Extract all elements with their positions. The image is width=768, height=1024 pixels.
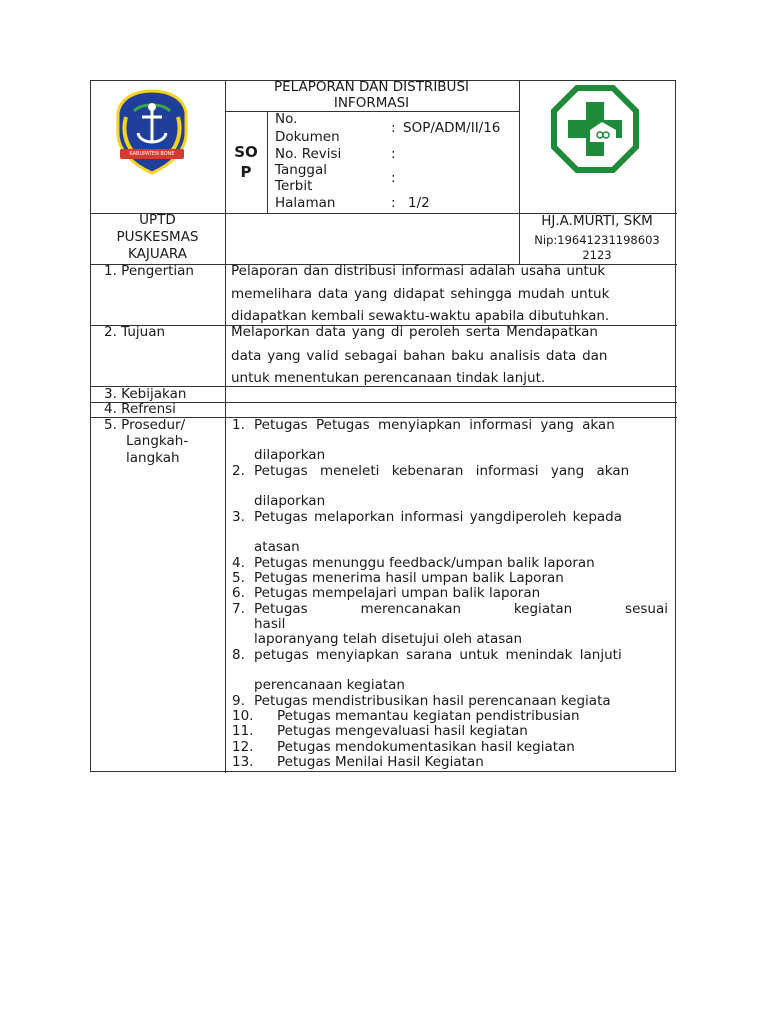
field-revision-label: No. Revisi [275, 146, 342, 162]
step-number: 12. [232, 739, 254, 755]
field-doc-no-sep: : [391, 120, 396, 136]
signer-name: HJ.A.MURTI, SKM [541, 213, 653, 229]
step-number: 6. [232, 585, 245, 601]
step-continuation: atasan [254, 539, 300, 555]
signer-nip-1: Nip:19641231198603 [534, 233, 660, 247]
step-text: Petugas meneleti kebenaran informasi yang akan [254, 463, 630, 479]
section-label-refrensi: 4. Refrensi [104, 401, 176, 417]
step-number: 4. [232, 555, 245, 571]
section-label-tujuan: 2. Tujuan [104, 324, 166, 340]
field-page-label: Halaman [275, 195, 336, 211]
section-label-prosedur-3: langkah [126, 450, 180, 466]
step-number: 10. [232, 708, 254, 724]
step-number: 1. [232, 417, 245, 433]
step-number: 11. [232, 723, 254, 739]
health-center-logo [550, 84, 640, 174]
regency-logo [112, 87, 192, 177]
field-date-sep: : [391, 170, 396, 186]
step-text: Petugas Petugas menyiapkan informasi yang akan [254, 417, 615, 433]
field-date-label-2: Terbit [275, 178, 313, 194]
step-text: petugas menyiapkan sarana untuk menindak lanjuti [254, 647, 622, 663]
step-number: 8. [232, 647, 245, 663]
field-doc-no-label-1: No. [275, 111, 298, 127]
step-number: 5. [232, 570, 245, 586]
pengertian-line-2: memelihara data yang didapat sehingga mudah untuk [231, 286, 610, 302]
sop-label-1: SO [234, 143, 258, 161]
step-continuation: perencanaan kegiatan [254, 677, 405, 693]
section-label-prosedur-1: 5. Prosedur/ [104, 417, 186, 433]
org-name-line-3: KAJUARA [127, 246, 188, 262]
step-text: Petugas menunggu feedback/umpan balik laporan [254, 555, 595, 571]
step-text: Petugas merencanakan kegiatan sesuai hasil [254, 601, 668, 632]
step-text: Petugas mendistribusikan hasil perencanaan kegiata [254, 693, 611, 709]
field-doc-no-label-2: Dokumen [275, 129, 340, 145]
step-text: Petugas mendokumentasikan hasil kegiatan [277, 739, 575, 755]
field-date-label-1: Tanggal [275, 162, 328, 178]
step-number: 7. [232, 601, 245, 617]
step-text: Petugas menerima hasil umpan balik Laporan [254, 570, 564, 586]
field-page-sep: : [391, 195, 396, 211]
logo-banner-text: KABUPATEN BONE [129, 151, 175, 157]
field-revision-sep: : [391, 146, 396, 162]
section-label-prosedur-2: Langkah- [126, 433, 189, 449]
signer-nip-2: 2123 [582, 248, 612, 262]
pengertian-line-3: didapatkan kembali sewaktu-waktu apabila dibutuhkan. [231, 308, 610, 324]
org-name-line-2: PUSKESMAS [116, 229, 199, 245]
section-label-kebijakan: 3. Kebijakan [104, 386, 187, 402]
step-text: Petugas melaporkan informasi yangdiperoleh kepada [254, 509, 622, 525]
step-continuation: dilaporkan [254, 493, 326, 509]
tujuan-line-2: data yang valid sebagai bahan baku analisis data dan [231, 348, 608, 364]
field-doc-no-value: SOP/ADM/II/16 [403, 120, 501, 136]
document-title-line-2: INFORMASI [333, 95, 410, 111]
pengertian-line-1: Pelaporan dan distribusi informasi adalah usaha untuk [231, 263, 606, 279]
step-continuation: dilaporkan [254, 447, 326, 463]
tujuan-line-3: untuk menentukan perencanaan tindak lanjut. [231, 370, 546, 386]
step-number: 2. [232, 463, 245, 479]
step-text: Petugas Menilai Hasil Kegiatan [277, 754, 484, 770]
step-number: 3. [232, 509, 245, 525]
section-label-pengertian: 1. Pengertian [104, 263, 194, 279]
step-number: 13. [232, 754, 254, 770]
field-page-value: 1/2 [408, 195, 430, 211]
document-title-line-1: PELAPORAN DAN DISTRIBUSI [274, 79, 469, 95]
tujuan-line-1: Melaporkan data yang di peroleh serta Mendapatkan [231, 324, 598, 340]
step-number: 9. [232, 693, 245, 709]
step-text: Petugas mengevaluasi hasil kegiatan [277, 723, 528, 739]
step-text: Petugas memantau kegiatan pendistribusian [277, 708, 580, 724]
step-continuation: laporanyang telah disetujui oleh atasan [254, 631, 523, 647]
org-name-line-1: UPTD [139, 212, 176, 228]
sop-label-2: P [240, 163, 252, 181]
step-text: Petugas mempelajari umpan balik laporan [254, 585, 541, 601]
